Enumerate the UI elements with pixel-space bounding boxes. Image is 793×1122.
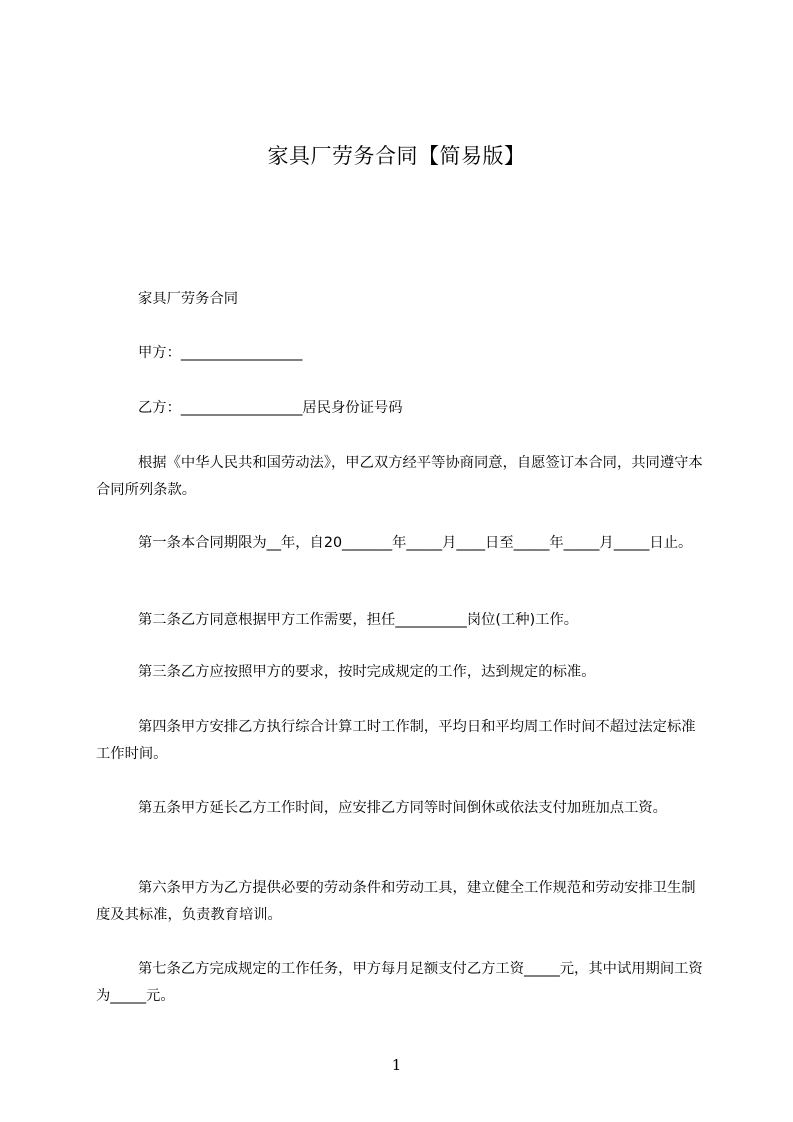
contract-heading: 家具厂劳务合同 [138, 291, 239, 307]
party-b-line: 乙方：_________________居民身份证号码 [138, 400, 403, 416]
article-4: 第四条甲方安排乙方执行综合计算工时工作制，平均日和平均周工作时间不超过法定标准工作时间。 [96, 719, 696, 762]
preamble-paragraph: 根据《中华人民共和国劳动法》，甲乙双方经平等协商同意，自愿签订本合同，共同遵守本合同所列条款。 [96, 455, 703, 498]
party-a-line: 甲方：_________________ [138, 345, 303, 361]
article-1: 第一条本合同期限为__年，自20_______年_____月____日至_____年_____月_____日止。 [138, 535, 693, 551]
article-6: 第六条甲方为乙方提供必要的劳动条件和劳动工具，建立健全工作规范和劳动安排卫生制度及其标准，负责教育培训。 [96, 880, 696, 923]
article-7: 第七条乙方完成规定的工作任务，甲方每月足额支付乙方工资_____元，其中试用期间工资为_____元。 [96, 961, 703, 1004]
document-title: 家具厂劳务合同【简易版】 [267, 144, 526, 168]
article-3: 第三条乙方应按照甲方的要求，按时完成规定的工作，达到规定的标准。 [138, 664, 596, 680]
article-2: 第二条乙方同意根据甲方工作需要，担任__________岗位(工种)工作。 [138, 612, 579, 628]
page-number: 1 [391, 1056, 402, 1074]
article-5: 第五条甲方延长乙方工作时间，应安排乙方同等时间倒休或依法支付加班加点工资。 [138, 800, 667, 816]
